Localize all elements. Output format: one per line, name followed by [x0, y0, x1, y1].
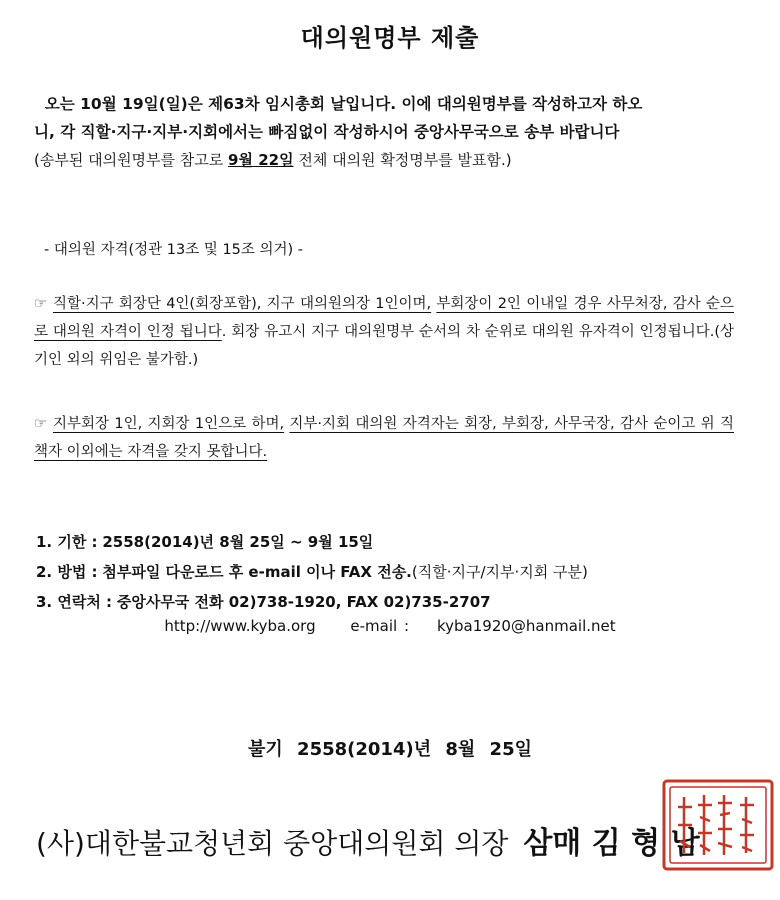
signer-organization: (사)대한불교청년회 중앙대의원회 의장 — [36, 827, 509, 860]
submission-info — [36, 527, 588, 617]
rule-branch — [34, 410, 734, 466]
rule-branch-part-1: 지부회장 1인, 지회장 1인으로 하며, — [53, 416, 285, 432]
qualification-heading: - 대의원 자격(정관 13조 및 15조 의거) - — [44, 242, 304, 258]
rule-district-part-2: 부회장이 2인 이내일 경우 사무처장, 감사 순으로 대의원 자격이 인정 됩니다 — [34, 296, 735, 340]
contact-row: 3. 연락처 : 중앙사무국 전화 02)738-1920, FAX 02)735-2707 — [36, 593, 491, 611]
issue-date: 불기 2558(2014)년 8월 25일 — [248, 739, 532, 760]
signature-line — [36, 818, 700, 862]
method-row: 2. 방법 : 첨부파일 다운로드 후 e-mail 이나 FAX 전송.(직할·지구/지부·지회 구분) — [36, 563, 588, 581]
rule-district-part-3: . 회장 유고시 지구 대의원명부 순서의 차 순위로 대의원 유자격이 인정됩니다.(상기인 외의 위임은 불가함.) — [34, 324, 734, 368]
intro-note: (송부된 대의원명부를 참고로 9월 22일 전체 대의원 확정명부를 발표함.) — [34, 151, 512, 169]
pointing-hand-icon: ☞ — [34, 416, 47, 432]
document-title: 대의원명부 제출 — [300, 24, 480, 52]
rule-district — [34, 290, 734, 374]
official-seal-icon — [658, 775, 778, 875]
rule-branch-part-2: 지부·지회 대의원 자격자는 회장, 부회장, 사무국장, 감사 순이고 위 직책자 이외에는 자격을 갖지 못합니다. — [34, 416, 735, 460]
email-link[interactable]: kyba1920@hanmail.net — [437, 617, 616, 635]
web-contact-line — [0, 617, 780, 635]
announcement-date: 9월 22일 — [228, 151, 294, 169]
deadline-row: 1. 기한 : 2558(2014)년 8월 25일 ~ 9월 15일 — [36, 533, 374, 551]
website-link[interactable]: http://www.kyba.org — [164, 617, 316, 635]
intro-paragraph — [34, 90, 746, 174]
rule-district-part-1: 직할·지구 회장단 4인(회장포함), 지구 대의원의장 1인이며, — [53, 296, 432, 312]
signer-name: 삼매 김 형 남 — [523, 826, 700, 861]
email-label: e-mail : — [350, 617, 409, 635]
intro-line-2: 니, 각 직할·지구·지부·지회에서는 빠짐없이 작성하시어 중앙사무국으로 송부 바랍니다 — [34, 123, 620, 141]
pointing-hand-icon: ☞ — [34, 296, 47, 312]
intro-line-1: 오는 10월 19일(일)은 제63차 임시총회 날입니다. 이에 대의원명부를 작성하고자 하오 — [44, 95, 643, 113]
